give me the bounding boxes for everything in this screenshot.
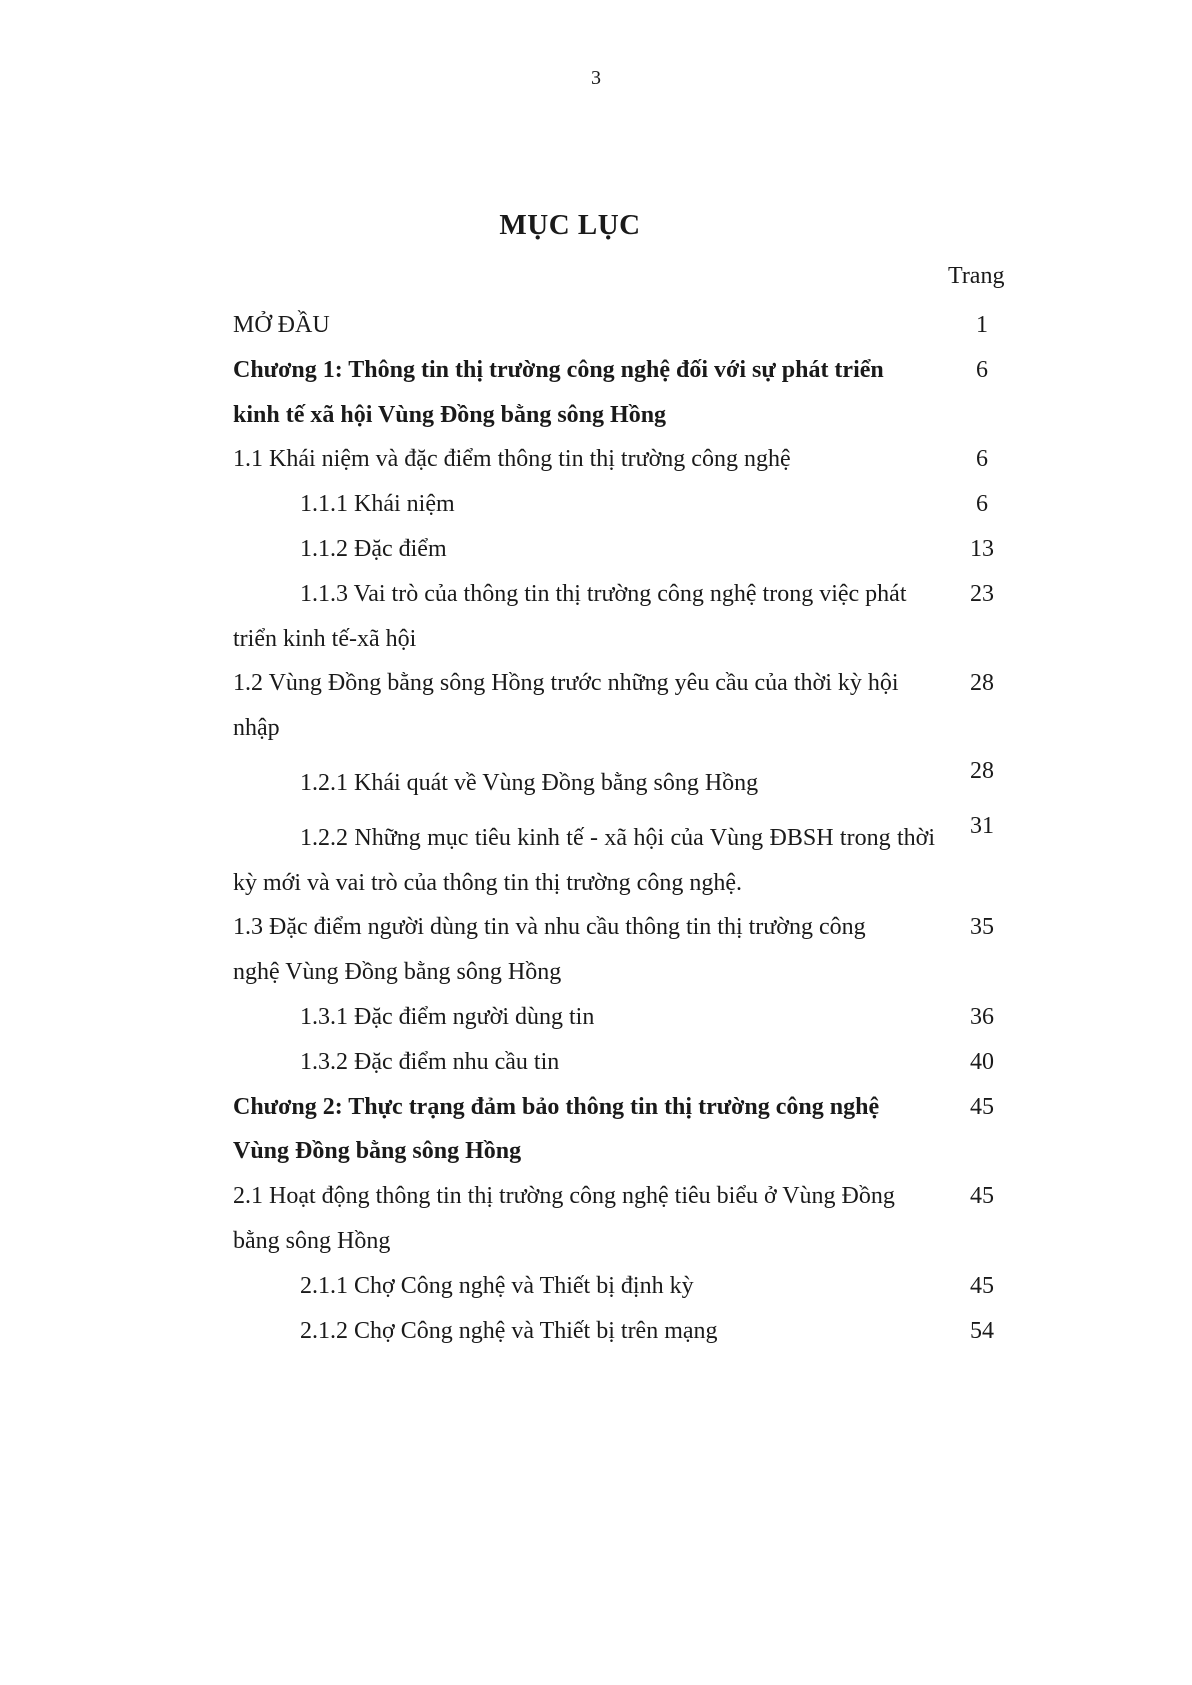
toc-entry — [233, 303, 1033, 348]
toc-entry-page: 54 — [970, 1317, 994, 1344]
toc-entry — [233, 572, 1033, 662]
toc-entry — [233, 482, 1033, 527]
toc-entry-page: 6 — [976, 446, 988, 473]
toc-entry — [233, 995, 1033, 1040]
toc-entry-text: 1.1.1 Khái niệm — [300, 491, 455, 518]
toc-entry-text: 1.3.1 Đặc điểm người dùng tin — [300, 1003, 595, 1030]
toc-entry — [233, 1040, 1033, 1085]
table-of-contents — [233, 303, 1033, 1353]
page-number: 3 — [591, 67, 601, 89]
toc-entry-text: Chương 2: Thực trạng đảm bảo thông tin thị trường công nghệ Vùng Đồng bằng sông Hồng — [233, 1093, 880, 1165]
toc-entry-page: 36 — [970, 1003, 994, 1030]
toc-entry-page: 35 — [970, 914, 994, 941]
toc-entry — [233, 1174, 1033, 1264]
toc-entry-text: 1.1 Khái niệm và đặc điểm thông tin thị trường công nghệ — [233, 446, 791, 473]
toc-entry — [233, 661, 1033, 751]
toc-entry-page: 13 — [970, 535, 994, 562]
toc-entry — [233, 527, 1033, 572]
toc-entry-text: 2.1.2 Chợ Công nghệ và Thiết bị trên mạng — [300, 1317, 718, 1344]
toc-entry — [233, 348, 1033, 438]
toc-entry-text: MỞ ĐẦU — [233, 312, 330, 338]
toc-entry-text: 1.1.3 Vai trò của thông tin thị trường công nghệ trong việc phát triển kinh tế-xã hội — [233, 580, 907, 652]
toc-entry-page: 31 — [970, 812, 994, 839]
toc-entry — [233, 1309, 1033, 1354]
toc-entry — [233, 757, 1033, 806]
toc-entry-page: 6 — [976, 491, 988, 518]
toc-entry — [233, 1264, 1033, 1309]
toc-entry-page: 28 — [970, 757, 994, 784]
toc-entry-page: 45 — [970, 1272, 994, 1299]
toc-entry — [233, 1085, 1033, 1175]
toc-entry-text: 1.1.2 Đặc điểm — [300, 535, 447, 562]
toc-entry-text: Chương 1: Thông tin thị trường công nghệ đối với sự phát triển kinh tế xã hội Vùng Đồng bằng sông Hồng — [233, 356, 884, 428]
toc-entry-page: 6 — [976, 356, 988, 383]
toc-entry-text: 2.1.1 Chợ Công nghệ và Thiết bị định kỳ — [300, 1272, 694, 1299]
toc-entry-page: 45 — [970, 1093, 994, 1120]
toc-title: MỤC LỤC — [499, 209, 641, 241]
toc-entry-text: 1.3 Đặc điểm người dùng tin và nhu cầu thông tin thị trường công nghệ Vùng Đồng bằng sông Hồng — [233, 914, 866, 986]
toc-entry-page: 28 — [970, 670, 994, 697]
toc-entry-text: 1.2.1 Khái quát về Vùng Đồng bằng sông Hồng — [300, 769, 759, 796]
toc-entry — [233, 812, 1033, 906]
toc-entry — [233, 905, 1033, 995]
toc-entry-text: 2.1 Hoạt động thông tin thị trường công nghệ tiêu biểu ở Vùng Đồng bằng sông Hồng — [233, 1183, 895, 1254]
toc-entry-text: 1.2.2 Những mục tiêu kinh tế - xã hội của Vùng ĐBSH trong thời kỳ mới và vai trò của thông tin thị trường công nghệ. — [233, 824, 935, 896]
toc-entry-text: 1.2 Vùng Đồng bằng sông Hồng trước những yêu cầu của thời kỳ hội nhập — [233, 670, 899, 742]
toc-entry-page: 23 — [970, 580, 994, 607]
toc-entry — [233, 437, 1033, 482]
toc-entry-text: 1.3.2 Đặc điểm nhu cầu tin — [300, 1048, 560, 1075]
toc-entry-page: 40 — [970, 1048, 994, 1075]
toc-entry-page: 45 — [970, 1183, 994, 1210]
page-column-header: Trang — [948, 263, 1005, 289]
toc-entry-page: 1 — [976, 312, 988, 338]
